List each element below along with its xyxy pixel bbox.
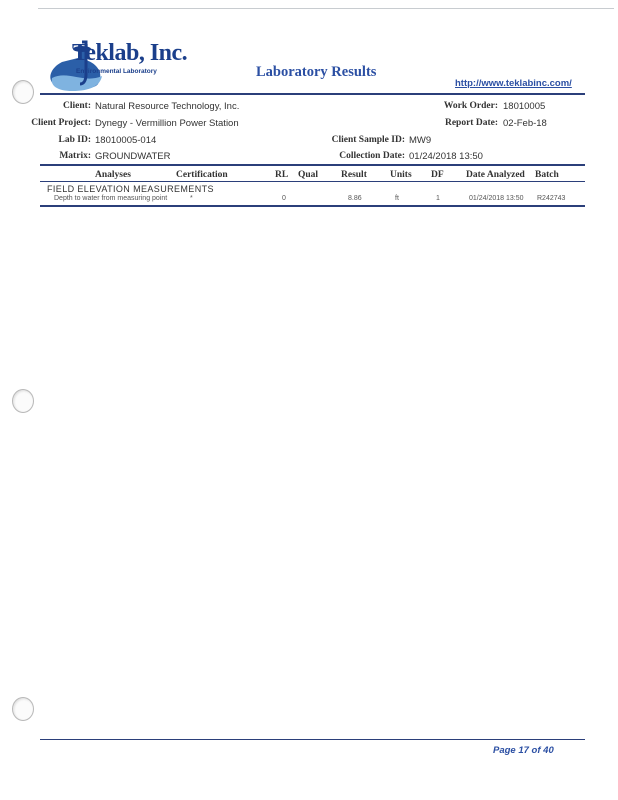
project-label: Client Project: <box>31 118 91 128</box>
col-rl: RL <box>275 170 289 180</box>
workorder-label: Work Order: <box>443 101 498 111</box>
section-heading: FIELD ELEVATION MEASUREMENTS <box>47 184 214 194</box>
labid-value: 18010005-014 <box>95 135 157 146</box>
table-top-rule <box>40 164 585 166</box>
cell-batch: R242743 <box>537 195 566 202</box>
reportdate-label: Report Date: <box>444 118 498 128</box>
logo-wordmark: Teklab, Inc. <box>72 40 188 66</box>
table-bottom-rule <box>40 205 585 207</box>
footer-rule <box>40 739 585 740</box>
header-rule <box>40 93 585 95</box>
binder-hole-middle <box>12 389 34 413</box>
logo-subtitle: Environmental Laboratory <box>76 68 157 75</box>
top-edge-line <box>38 8 614 9</box>
cell-df: 1 <box>436 195 440 202</box>
table-header-rule <box>40 181 585 182</box>
client-value: Natural Resource Technology, Inc. <box>95 101 240 112</box>
labid-label: Lab ID: <box>58 135 91 145</box>
col-batch: Batch <box>535 170 559 180</box>
page-number: Page 17 of 40 <box>493 745 554 756</box>
collection-value: 01/24/2018 13:50 <box>409 151 483 162</box>
col-units: Units <box>390 170 412 180</box>
cell-date-analyzed: 01/24/2018 13:50 <box>469 195 524 202</box>
matrix-label: Matrix: <box>59 151 91 161</box>
website-link[interactable]: http://www.teklabinc.com/ <box>455 78 572 89</box>
binder-hole-top <box>12 80 34 104</box>
reportdate-value: 02-Feb-18 <box>503 118 547 129</box>
collection-label: Collection Date: <box>339 151 405 161</box>
col-date-analyzed: Date Analyzed <box>466 170 525 180</box>
col-result: Result <box>341 170 367 180</box>
matrix-value: GROUNDWATER <box>95 151 171 162</box>
project-value: Dynegy - Vermillion Power Station <box>95 118 239 129</box>
sampleid-value: MW9 <box>409 135 432 146</box>
cell-rl: 0 <box>282 195 286 202</box>
workorder-value: 18010005 <box>503 101 546 112</box>
col-df: DF <box>431 170 444 180</box>
cell-result: 8.86 <box>348 195 362 202</box>
client-label: Client: <box>63 101 91 111</box>
cell-certification: * <box>190 195 193 202</box>
sampleid-label: Client Sample ID: <box>331 135 405 145</box>
col-certification: Certification <box>176 170 228 180</box>
col-qual: Qual <box>298 170 319 180</box>
cell-analysis: Depth to water from measuring point <box>54 195 168 202</box>
col-analyses: Analyses <box>95 170 131 180</box>
binder-hole-bottom <box>12 697 34 721</box>
page-title: Laboratory Results <box>256 64 377 80</box>
cell-units: ft <box>395 195 399 202</box>
